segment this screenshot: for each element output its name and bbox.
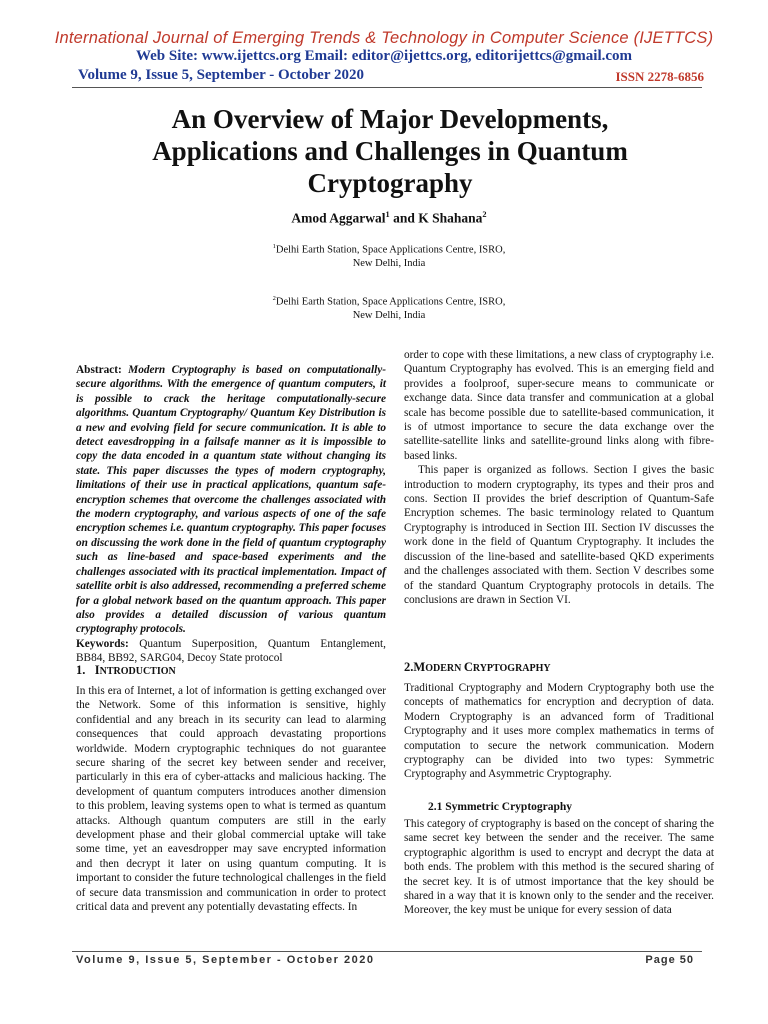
authors-conjunction: and (389, 210, 419, 226)
affiliation-1-marker: 1 (272, 243, 276, 250)
affiliation-2-marker: 2 (272, 295, 276, 302)
affiliation-1-line1: Delhi Earth Station, Space Applications Centre, ISRO, (275, 244, 506, 256)
section-1-heading (76, 663, 386, 679)
section-2-heading-odern: ODERN (425, 663, 464, 674)
subsection-2-1-paragraph: This category of cryptography is based on the concept of sharing the same secret key between the sender and the receiver. The same cryptographic algorithm is used to encrypt and decrypt the data at both ends. The problem with this method is the secured sharing of the secret key. It is of utmost importance that the key should be shared in a way that it is known only to the sender and the receiver. Moreover, the key must be unique for every session of data (404, 818, 714, 917)
section-1-body (76, 684, 386, 915)
subsection-2-1-title: 2.1 Symmetric Cryptography (428, 801, 573, 813)
affiliation-2-line2: New Delhi, India (352, 309, 426, 321)
intro-paragraph: In this era of Internet, a lot of information is getting exchanged over the Network. Some of this information is sensitive, highly confidential and any breach in its security can lead to alarming consequences that could approach devastating proportions worldwide. Modern cryptographic techniques do not guarantee secure sharing of the secret key between sender and receiver, particularly in this era of cyber-attacks and malicious hacking. The development of quantum computers introduces another dimension to this problem, leaving systems open to what is termed as quantum attacks. Although quantum computers are still in the early development phase and their global commercial uptake will take some time, yet an eavesdropper may save encrypted information and then decrypt it later on using quantum computing. It is important to consider the future technological challenges in the field of secure data transmission and communication in order to protect critical data and prevent any potentially devastating effects. In (76, 685, 386, 914)
author-2: K Shahana (418, 210, 483, 226)
journal-name: International Journal of Emerging Trends & Technology in Computer Science (IJETTCS) (54, 29, 714, 47)
section-2-heading-ryptography: RYPTOGRAPHY (472, 663, 551, 674)
author-2-affil-marker: 2 (482, 210, 487, 219)
abstract (76, 363, 386, 637)
journal-website-email: Web Site: www.ijettcs.org Email: editor@ijettcs.org, editorijettcs@gmail.com (135, 48, 633, 64)
paper-title: An Overview of Major Developments, Applications and Challenges in Quantum Cryptography (152, 104, 628, 198)
issn: ISSN 2278-6856 (615, 69, 704, 84)
abstract-label: Abstract: (76, 364, 122, 376)
keywords (76, 637, 386, 666)
section-2-number: 2. (404, 660, 414, 674)
volume-info: Volume 9, Issue 5, September - October 2020 (78, 67, 364, 83)
section-1-heading-first: I (94, 663, 100, 677)
keywords-label: Keywords: (76, 637, 129, 650)
footer-volume: Volume 9, Issue 5, September - October 2020 (76, 954, 375, 966)
section-2-body (404, 681, 714, 782)
affiliation-2 (0, 292, 768, 322)
authors (0, 210, 768, 227)
affiliation-2-line1: Delhi Earth Station, Space Applications Centre, ISRO, (275, 296, 506, 308)
header-rule (72, 87, 702, 88)
author-1-affil-marker: 1 (385, 210, 390, 219)
intro-continuation: order to cope with these limitations, a new class of cryptography i.e. Quantum Cryptography has evolved. This is an emerging field and provides a foolproof, super-secure means to communicate or exchange data. Since data transfer and communication at a global scale has become possible due to satellite-based communication, it is of utmost importance to secure the data exchange over the satellite-satellite links and satellite-ground links along with fibre-based links. (404, 349, 714, 462)
subsection-2-1-heading (428, 800, 714, 814)
section-2-heading-m: M (413, 660, 426, 674)
section-2-heading (404, 660, 714, 676)
author-1: Amod Aggarwal (291, 210, 386, 226)
subsection-2-1-body (404, 817, 714, 918)
abstract-text: Modern Cryptography is based on computationally-secure algorithms. With the emergence of quantum computers, it is possible to crack the heritage computationally-secure algorithms. Quantum Cryptography/ Quantum Key Distribution is a new and evolving field for secure communication. It is able to detect eavesdropping in a failsafe manner as it is impossible to copy the data encoded in a quantum state without changing its state. This paper discusses the types of modern cryptography, limitations of their use in practical applications, quantum safe-encryption schemes that overcome the challenges associated with the modern cryptography, and various aspects of one of the safe encryption schemes i.e. quantum cryptography. This paper focuses on discussing the work done in the field of quantum cryptography such as line-based and space-based experiments and the challenges associated with its practical implementation. Impact of satellite orbit is also addressed, recommending a preferred scheme for a global network based on the quantum approach. This paper also provides a detailed discussion of various quantum cryptography protocols. (76, 364, 386, 636)
keywords-text: Quantum Superposition, Quantum Entanglement, BB84, BB92, SARG04, Decoy State protocol (76, 637, 386, 665)
section-2-paragraph: Traditional Cryptography and Modern Cryptography both use the concepts of mathematics for encryption and decryption of data. Modern Cryptography is an advanced form of Traditional Cryptography and it uses more complex mathematics in terms of computation to secure the network communication. Modern cryptography can be divided into two types: Symmetric Cryptography and Asymmetric Cryptography. (404, 682, 714, 781)
footer-rule (72, 951, 702, 952)
footer-page-number: Page 50 (645, 954, 694, 966)
section-1-number: 1. (76, 663, 86, 677)
right-column-top (404, 348, 714, 607)
affiliation-1 (0, 240, 768, 270)
affiliation-1-line2: New Delhi, India (352, 257, 426, 269)
organization-paragraph: This paper is organized as follows. Section I gives the basic introduction to modern cryptography, its types and their pros and cons. Section II provides the brief description of Quantum-Safe Encryption schemes. The basic terminology related to Quantum Cryptography is introduced in Section III. Section IV discusses the work done in the field of Quantum Cryptography. It includes the discussion of the line-based and satellite-based QKD experiments and the challenges associated with them. Section V describes some of the standard Quantum Cryptography protocols in details. The conclusions are drawn in Section VI. (404, 464, 714, 606)
left-column (76, 363, 386, 666)
section-2-heading-c: C (463, 660, 473, 674)
section-1-heading-rest: NTRODUCTION (99, 666, 176, 677)
